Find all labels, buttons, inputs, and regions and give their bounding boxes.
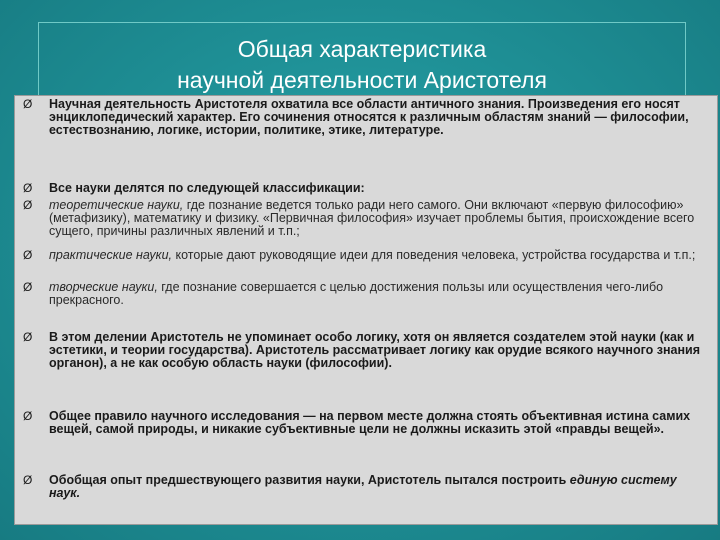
arrow-bullet-icon: Ø [23, 409, 33, 423]
item-text: В этом делении Аристотель не упоминает особо логику, хотя он является создателем этой науки (как и эстетики, и теории государства). Аристотель рассматривает логику как орудие всякого научного знания органон), а не как особую область науки (философии). [49, 330, 700, 370]
item-body: где познание совершается с целью достижения пользы или осуществления чего-либо прекрасного. [49, 280, 664, 307]
item-term: практические науки, [49, 248, 172, 262]
item-term: теоретические науки, [49, 198, 184, 212]
arrow-bullet-icon: Ø [23, 280, 33, 294]
title-line-1: Общая характеристика [237, 36, 487, 62]
item-text: Общее правило научного исследования — на первом месте должна стоять объективная истина самих вещей, самой природы, и никакие субъективные цели не должны исказить этой «правды вещей». [49, 409, 691, 436]
item-text: Научная деятельность Аристотеля охватила все области античного знания. Произведения его носят энциклопедический характер. Его сочинения относятся к различным областям знаний — философии, естествознанию, логике, истории, политике, этике, литературе. [49, 97, 689, 137]
item-term: творческие науки, [49, 280, 158, 294]
item-text [49, 249, 709, 262]
arrow-bullet-icon: Ø [23, 330, 33, 344]
item-body: которые дают руководящие идеи для поведения человека, устройства государства и т.п.; [172, 248, 696, 262]
item-text: Все науки делятся по следующей классификации: [49, 181, 365, 195]
arrow-bullet-icon: Ø [23, 181, 33, 195]
arrow-bullet-icon: Ø [23, 97, 33, 111]
item-body: Обобщая опыт предшествующего развития науки, Аристотель пытался построить [49, 473, 570, 487]
title-line-2: научной деятельности Аристотеля [177, 67, 547, 93]
item-body: где познание ведется только ради него самого. Они включают «первую философию» (метафизику), математику и физику. «Первичная философия» изучает проблемы бытия, происхождение всего сущего, причины различных явлений и т.п.; [49, 198, 695, 238]
item-text [49, 199, 709, 238]
item-text [49, 281, 709, 307]
slide-title [38, 34, 686, 96]
arrow-bullet-icon: Ø [23, 248, 33, 262]
arrow-bullet-icon: Ø [23, 473, 33, 487]
content-panel [14, 95, 718, 525]
arrow-bullet-icon: Ø [23, 198, 33, 212]
item-term: единую систему наук. [49, 473, 677, 500]
item-text [49, 474, 709, 500]
